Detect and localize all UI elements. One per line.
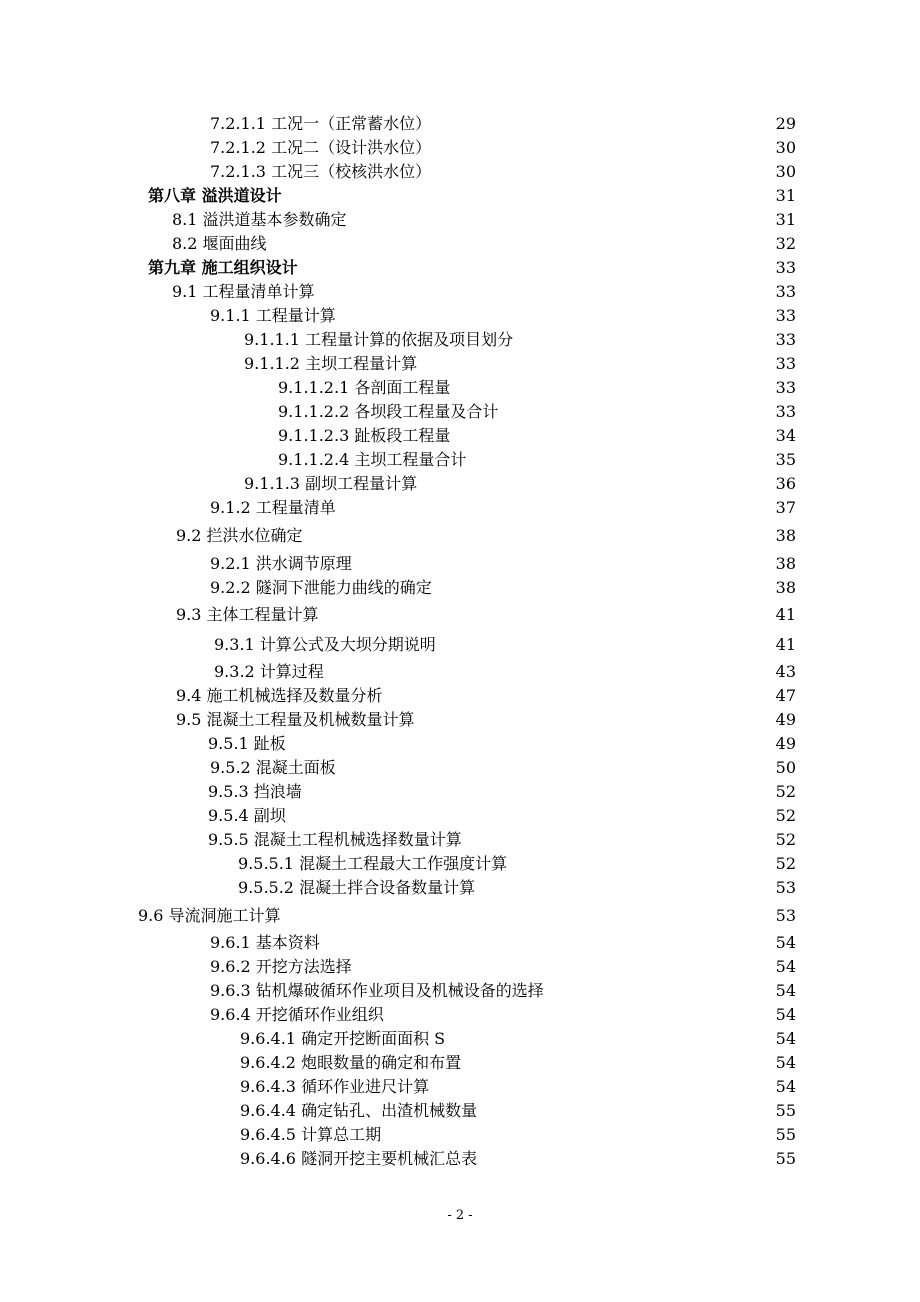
toc-entry-title: 9.6.4.1 确定开挖断面面积 S (240, 1029, 446, 1048)
toc-entry-page-number: 36 (775, 474, 796, 493)
toc-entry-title: 9.3.1 计算公式及大坝分期说明 (214, 635, 436, 654)
toc-entry-page-number: 54 (775, 1029, 796, 1048)
toc-entry-title: 9.1.1.2.3 趾板段工程量 (278, 426, 451, 445)
toc-entry-title: 9.3 主体工程量计算 (176, 605, 319, 624)
toc-entry-title: 9.1.1.1 工程量计算的依据及项目划分 (244, 330, 514, 349)
toc-entry-title: 9.3.2 计算过程 (214, 662, 324, 681)
toc-entry-title: 9.1 工程量清单计算 (172, 282, 315, 301)
toc-entry-page-number: 33 (775, 402, 796, 421)
toc-entry-page-number: 49 (775, 734, 796, 753)
toc-entry-page-number: 54 (775, 957, 796, 976)
toc-entry-title: 9.6.4.3 循环作业进尺计算 (240, 1077, 430, 1096)
toc-entry-title: 9.2 拦洪水位确定 (176, 526, 303, 545)
toc-entry-title: 9.2.2 隧洞下泄能力曲线的确定 (210, 578, 432, 597)
toc-entry-title: 第八章 溢洪道设计 (148, 186, 282, 205)
toc-entry-page-number: 33 (775, 330, 796, 349)
toc-entry-title: 9.5.4 副坝 (208, 806, 286, 825)
toc-entry-page-number: 50 (775, 758, 796, 777)
toc-entry-title: 9.6.1 基本资料 (210, 933, 320, 952)
toc-entry-page-number: 33 (775, 306, 796, 325)
toc-entry-page-number: 55 (775, 1101, 796, 1120)
toc-entry-title: 9.6.2 开挖方法选择 (210, 957, 352, 976)
toc-entry-page-number: 55 (775, 1149, 796, 1168)
toc-entry-page-number: 33 (775, 282, 796, 301)
toc-entry-page-number: 33 (775, 258, 796, 277)
toc-entry-title: 7.2.1.1 工况一（正常蓄水位） (210, 114, 432, 133)
page-footer: - 2 - (447, 1208, 473, 1223)
toc-entry-page-number: 53 (775, 878, 796, 897)
toc-entry-page-number: 35 (775, 450, 796, 469)
toc-entry-page-number: 53 (775, 906, 796, 925)
toc-entry-title: 9.1.1.3 副坝工程量计算 (244, 474, 418, 493)
toc-entry-title: 9.6.4.6 隧洞开挖主要机械汇总表 (240, 1149, 478, 1168)
toc-entry-title: 7.2.1.2 工况二（设计洪水位） (210, 138, 432, 157)
toc-entry-title: 9.1.1.2.2 各坝段工程量及合计 (278, 402, 499, 421)
toc-entry-page-number: 41 (775, 635, 796, 654)
toc-entry-page-number: 52 (775, 830, 796, 849)
toc-entry-page-number: 54 (775, 1053, 796, 1072)
toc-entry-page-number: 41 (775, 605, 796, 624)
toc-entry-page-number: 37 (775, 498, 796, 517)
toc-entry-title: 9.6.4.5 计算总工期 (240, 1125, 382, 1144)
toc-entry-page-number: 30 (775, 138, 796, 157)
toc-entry-title: 9.6.3 钻机爆破循环作业项目及机械设备的选择 (210, 981, 544, 1000)
toc-entry-title: 第九章 施工组织设计 (148, 258, 298, 277)
toc-entry-title: 9.4 施工机械选择及数量分析 (176, 686, 383, 705)
toc-entry-title: 9.1.1 工程量计算 (210, 306, 336, 325)
toc-entry-title: 9.5.5.1 混凝土工程最大工作强度计算 (238, 854, 508, 873)
toc-entry-page-number: 32 (775, 234, 796, 253)
toc-entry-title: 8.2 堰面曲线 (172, 234, 267, 253)
toc-entry-page-number: 30 (775, 162, 796, 181)
toc-entry-page-number: 38 (775, 526, 796, 545)
toc-entry-page-number: 52 (775, 806, 796, 825)
toc-entry-page-number: 47 (775, 686, 796, 705)
toc-entry-title: 9.1.1.2.4 主坝工程量合计 (278, 450, 467, 469)
toc-entry-page-number: 55 (775, 1125, 796, 1144)
toc-entry-page-number: 52 (775, 782, 796, 801)
toc-entry-title: 9.1.2 工程量清单 (210, 498, 336, 517)
toc-entry-title: 9.5.1 趾板 (208, 734, 286, 753)
toc-entry-page-number: 31 (775, 210, 796, 229)
toc-entry-page-number: 54 (775, 1077, 796, 1096)
toc-entry-page-number: 33 (775, 354, 796, 373)
toc-entry-page-number: 38 (775, 554, 796, 573)
toc-entry-page-number: 31 (775, 186, 796, 205)
toc-entry-page-number: 54 (775, 933, 796, 952)
toc-entry-page-number: 49 (775, 710, 796, 729)
toc-entry-page-number: 38 (775, 578, 796, 597)
toc-entry-title: 9.6.4 开挖循环作业组织 (210, 1005, 384, 1024)
toc-entry-title: 9.5.2 混凝土面板 (210, 758, 336, 777)
toc-entry-title: 7.2.1.3 工况三（校核洪水位） (210, 162, 432, 181)
toc-entry-title: 9.1.1.2 主坝工程量计算 (244, 354, 418, 373)
toc-entry-title: 8.1 溢洪道基本参数确定 (172, 210, 347, 229)
toc-entry-page-number: 52 (775, 854, 796, 873)
toc-entry-page-number: 54 (775, 1005, 796, 1024)
toc-entry-title: 9.5.3 挡浪墙 (208, 782, 302, 801)
toc-entry-page-number: 34 (775, 426, 796, 445)
toc-entry-page-number: 29 (775, 114, 796, 133)
toc-entry-page-number: 54 (775, 981, 796, 1000)
toc-entry-title: 9.5.5 混凝土工程机械选择数量计算 (208, 830, 462, 849)
toc-entry-title: 9.1.1.2.1 各剖面工程量 (278, 378, 451, 397)
toc-entry-page-number: 43 (775, 662, 796, 681)
toc-entry-page-number: 33 (775, 378, 796, 397)
toc-entry-title: 9.5 混凝土工程量及机械数量计算 (176, 710, 415, 729)
toc-entry-title: 9.2.1 洪水调节原理 (210, 554, 352, 573)
toc-entry-title: 9.6 导流洞施工计算 (138, 906, 281, 925)
toc-entry-title: 9.6.4.2 炮眼数量的确定和布置 (240, 1053, 462, 1072)
toc-entry-title: 9.6.4.4 确定钻孔、出渣机械数量 (240, 1101, 478, 1120)
toc-entry-title: 9.5.5.2 混凝土拌合设备数量计算 (238, 878, 476, 897)
